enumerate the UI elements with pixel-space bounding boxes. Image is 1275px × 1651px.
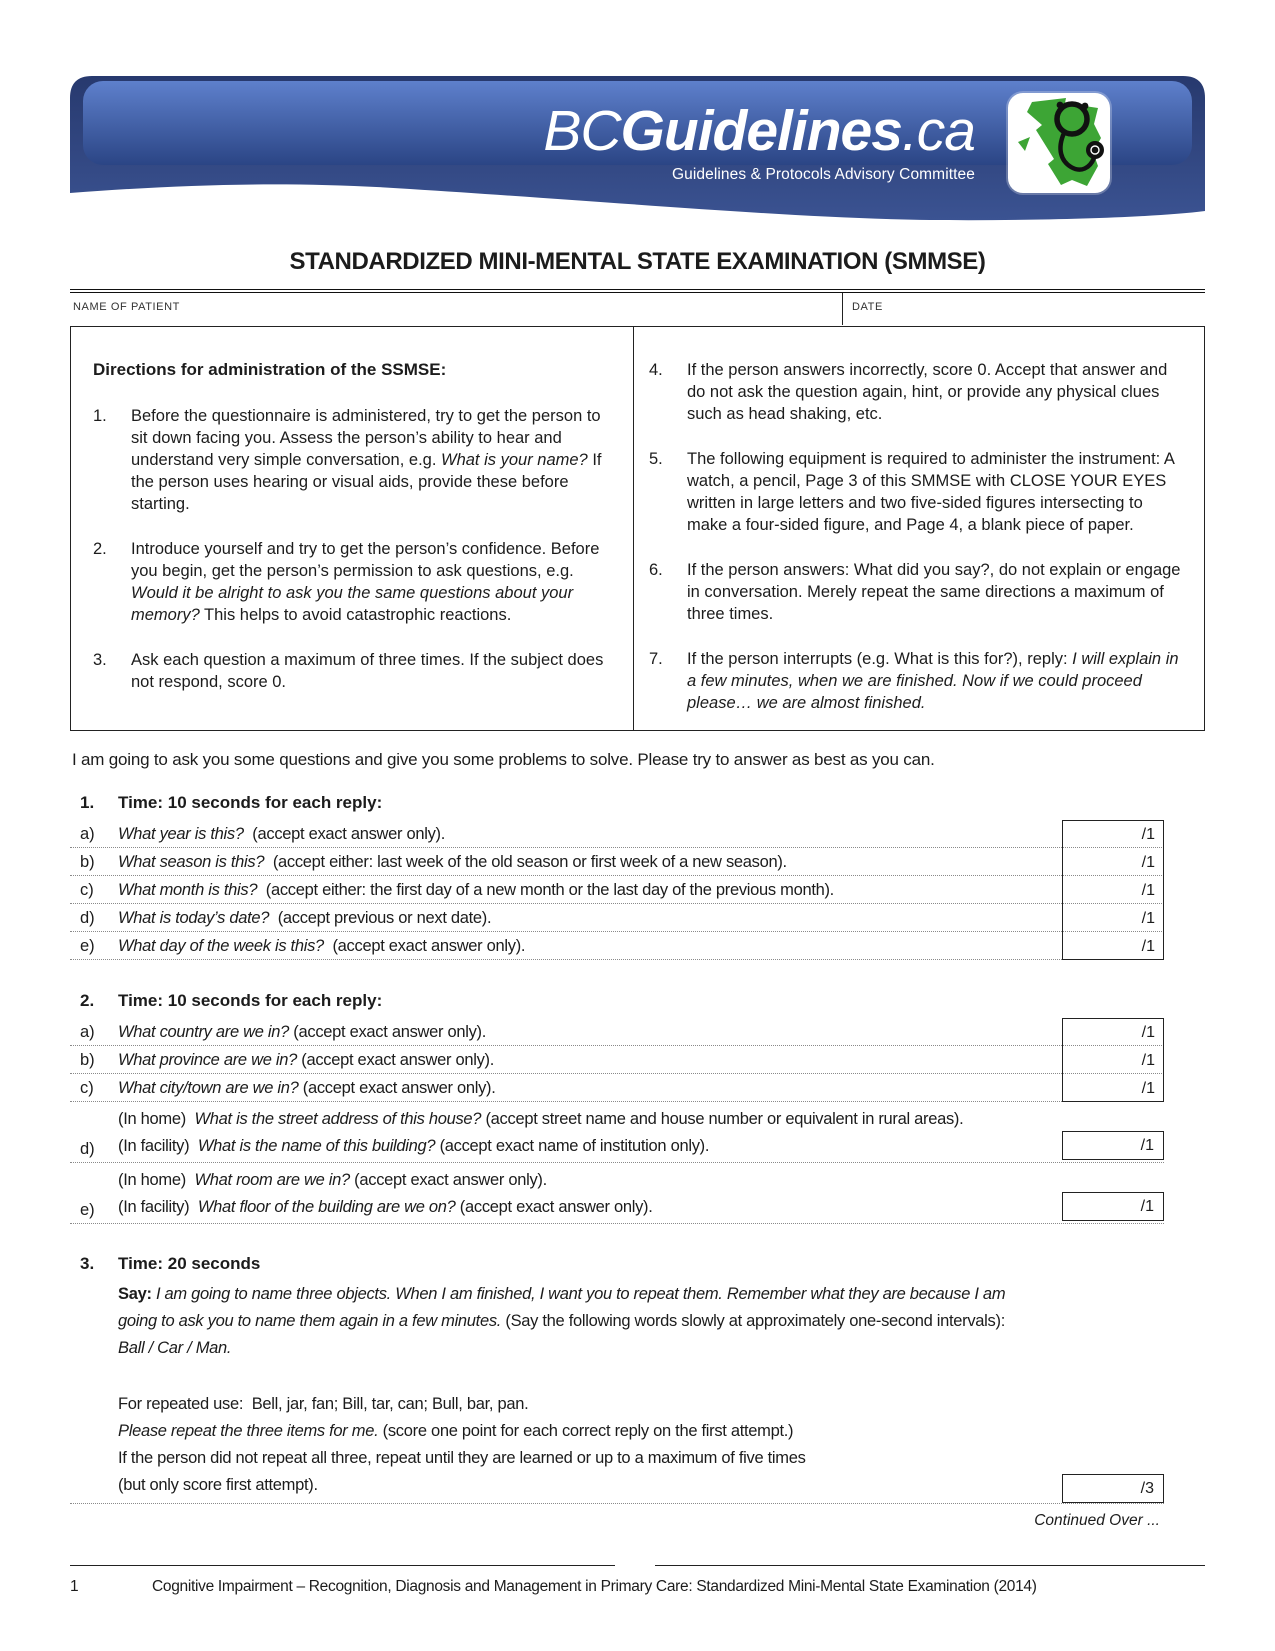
score-note-line: (but only score first attempt). (118, 1476, 318, 1494)
section-2-score-column-box[interactable] (1062, 1018, 1164, 1102)
page-title: STANDARDIZED MINI-MENTAL STATE EXAMINATION (SMMSE) (289, 248, 986, 275)
question-row-1a (70, 820, 1164, 848)
in-facility-question: (In facility) What floor of the building are we on? (accept exact answer only). (118, 1198, 653, 1216)
direction-item-4 (649, 359, 1184, 425)
question-row-1c (70, 876, 1164, 904)
question-letter: c) (80, 1079, 94, 1097)
direction-text: If the person interrupts (e.g. What is this for?), reply: I will explain in a few minutes, when we are finished. Now if we could proceed please… we are almost finished. (687, 650, 1179, 712)
repeat-rule-line: If the person did not repeat all three, repeat until they are learned or up to a maximum of five times (118, 1449, 806, 1467)
say-instruction: Say: I am going to name three objects. When I am finished, I want you to repeat them. Remember what they are because I am going to ask you to name them again in a few minutes. (Say the following words slowly at approximately one-second intervals): Ball / Car / Man. (118, 1285, 1010, 1357)
question-letter: d) (80, 1140, 95, 1158)
direction-text: If the person answers incorrectly, score 0. Accept that answer and do not ask the question again, hint, or provide any physical clues such as head shaking, etc. (687, 361, 1168, 423)
direction-item-1 (93, 405, 607, 515)
question-letter: e) (80, 1201, 95, 1219)
question-text: What country are we in? (accept exact answer only). (118, 1023, 487, 1041)
footer-rule (70, 1565, 1205, 1566)
direction-number: 4. (649, 361, 663, 379)
question-letter: c) (80, 881, 94, 899)
directions-left-column (71, 327, 634, 730)
direction-number: 3. (93, 651, 107, 669)
question-text: What season is this? (accept either: last week of the old season or first week of a new season). (118, 853, 787, 871)
score-field-1c[interactable]: /1 (1141, 882, 1155, 899)
score-field-2d[interactable]: /1 (1062, 1131, 1164, 1160)
in-home-question: (In home) What room are we in? (accept exact answer only). (118, 1171, 547, 1189)
repeat-items-line: Please repeat the three items for me. (score one point for each correct reply on the first attempt.) (118, 1422, 794, 1440)
question-row-2d (70, 1102, 1164, 1163)
patient-info-bar (70, 293, 1205, 325)
section-2 (70, 991, 1205, 1224)
score-field-1d[interactable]: /1 (1141, 910, 1155, 927)
direction-text: Ask each question a maximum of three times. If the subject does not respond, score 0. (131, 651, 604, 691)
direction-text: The following equipment is required to administer the instrument: A watch, a pencil, Page 3 of this SMMSE with CLOSE YOUR EYES written in large letters and two five-sided figures intersecting to make a four-sided figure, and Page 4, a blank piece of paper. (687, 450, 1175, 534)
section-number: 3. (80, 1254, 95, 1273)
question-row-1e (70, 932, 1164, 960)
in-home-question: (In home) What is the street address of this house? (accept street name and house number or equivalent in rural areas). (118, 1110, 964, 1128)
direction-item-7 (649, 648, 1184, 714)
direction-item-3 (93, 649, 607, 693)
date-label: DATE (852, 301, 883, 313)
directions-box (70, 326, 1205, 731)
question-text: What day of the week is this? (accept exact answer only). (118, 937, 526, 955)
question-text (118, 1167, 1062, 1221)
direction-text: Introduce yourself and try to get the person’s confidence. Before you begin, get the person’s permission to ask questions, e.g. Would it be alright to ask you the same questions about your memory? This helps to avoid catastrophic reactions. (131, 540, 600, 624)
directions-right-column (634, 327, 1204, 730)
footer-rule-right-segment (655, 1565, 1205, 1566)
directions-heading: Directions for administration of the SSMSE: (93, 360, 447, 379)
section-1 (70, 793, 1205, 960)
section-3-heading (70, 1254, 1205, 1274)
question-letter: e) (80, 937, 95, 955)
direction-text: If the person answers: What did you say?, do not explain or engage in conversation. Merely repeat the same directions a maximum of three times. (687, 561, 1181, 623)
brand-prefix: BC (543, 99, 621, 163)
question-letter: b) (80, 853, 95, 871)
question-text (118, 1106, 1062, 1160)
brand-main: Guidelines (620, 99, 902, 163)
direction-item-5 (649, 448, 1184, 536)
question-row-1b (70, 848, 1164, 876)
date-field[interactable] (843, 293, 1205, 325)
direction-item-2 (93, 538, 607, 626)
section-1-score-column-box[interactable] (1062, 820, 1164, 960)
score-field-3[interactable]: /3 (1062, 1474, 1164, 1503)
question-row-1d (70, 904, 1164, 932)
score-field-2a[interactable]: /1 (1141, 1024, 1155, 1041)
score-field-1a[interactable]: /1 (1141, 826, 1155, 843)
section-2-heading (70, 991, 1205, 1011)
section-1-rows (70, 820, 1164, 960)
section-heading-text: Time: 10 seconds for each reply: (118, 793, 383, 812)
score-field-2e[interactable]: /1 (1062, 1192, 1164, 1221)
direction-number: 1. (93, 407, 107, 425)
question-row-2e (70, 1163, 1164, 1224)
page-number: 1 (70, 1578, 79, 1595)
in-facility-question: (In facility) What is the name of this building? (accept exact name of institution only). (118, 1137, 710, 1155)
footer-citation: Cognitive Impairment – Recognition, Diagnosis and Management in Primary Care: Standardized Mini-Mental State Examination (2014) (152, 1578, 1037, 1595)
footer (70, 1578, 1205, 1596)
direction-number: 7. (649, 650, 663, 668)
continued-over-note: Continued Over ... (1034, 1512, 1160, 1529)
direction-number: 2. (93, 540, 107, 558)
bc-map-stethoscope-logo-icon (1008, 93, 1110, 193)
section-number: 1. (80, 793, 95, 812)
score-field-2c[interactable]: /1 (1141, 1080, 1155, 1097)
bcguidelines-wordmark (543, 98, 975, 164)
direction-number: 6. (649, 561, 663, 579)
direction-item-6 (649, 559, 1184, 625)
section-2-rows-de (70, 1102, 1164, 1224)
question-row-2a (70, 1018, 1164, 1046)
question-text: What province are we in? (accept exact answer only). (118, 1051, 495, 1069)
section-2-rows-abc (70, 1018, 1164, 1102)
section-3 (70, 1254, 1205, 1530)
score-field-1e[interactable]: /1 (1141, 938, 1155, 955)
examiner-intro-text: I am going to ask you some questions and give you some problems to solve. Please try to answer as best as you can. (72, 750, 935, 769)
question-row-2c (70, 1074, 1164, 1102)
section-3-score-row (70, 1472, 1164, 1504)
direction-text: Before the questionnaire is administered, try to get the person to sit down facing you. Assess the person’s ability to hear and understand very simple conversation, e.g. What is your name? If the person uses hearing or visual aids, provide these before starting. (131, 407, 602, 513)
section-heading-text: Time: 10 seconds for each reply: (118, 991, 383, 1010)
footer-rule-left-segment (70, 1565, 615, 1566)
question-letter: a) (80, 1023, 95, 1041)
bc-map-stethoscope-icon (1008, 93, 1110, 193)
section-number: 2. (80, 991, 95, 1010)
question-text: What year is this? (accept exact answer only). (118, 825, 446, 843)
bcguidelines-banner (70, 68, 1205, 236)
brand-suffix: .ca (901, 99, 975, 163)
section-1-heading (70, 793, 1205, 813)
name-of-patient-field[interactable] (70, 293, 843, 325)
question-text: What is today’s date? (accept previous or next date). (118, 909, 492, 927)
score-field-1b[interactable]: /1 (1141, 854, 1155, 871)
section-heading-text: Time: 20 seconds (118, 1254, 261, 1273)
question-row-2b (70, 1046, 1164, 1074)
name-of-patient-label: NAME OF PATIENT (73, 301, 180, 313)
question-text: What month is this? (accept either: the first day of a new month or the last day of the previous month). (118, 881, 834, 899)
question-text: What city/town are we in? (accept exact answer only). (118, 1079, 496, 1097)
question-letter: b) (80, 1051, 95, 1069)
repeated-use-line: For repeated use: Bell, jar, fan; Bill, tar, can; Bull, bar, pan. (118, 1395, 529, 1413)
footer-rule-gap (615, 1565, 655, 1566)
form-content (70, 248, 1205, 1530)
question-letter: d) (80, 909, 95, 927)
banner-tagline: Guidelines & Protocols Advisory Committee (671, 166, 975, 183)
question-letter: a) (80, 825, 95, 843)
score-field-2b[interactable]: /1 (1141, 1052, 1155, 1069)
direction-number: 5. (649, 450, 663, 468)
